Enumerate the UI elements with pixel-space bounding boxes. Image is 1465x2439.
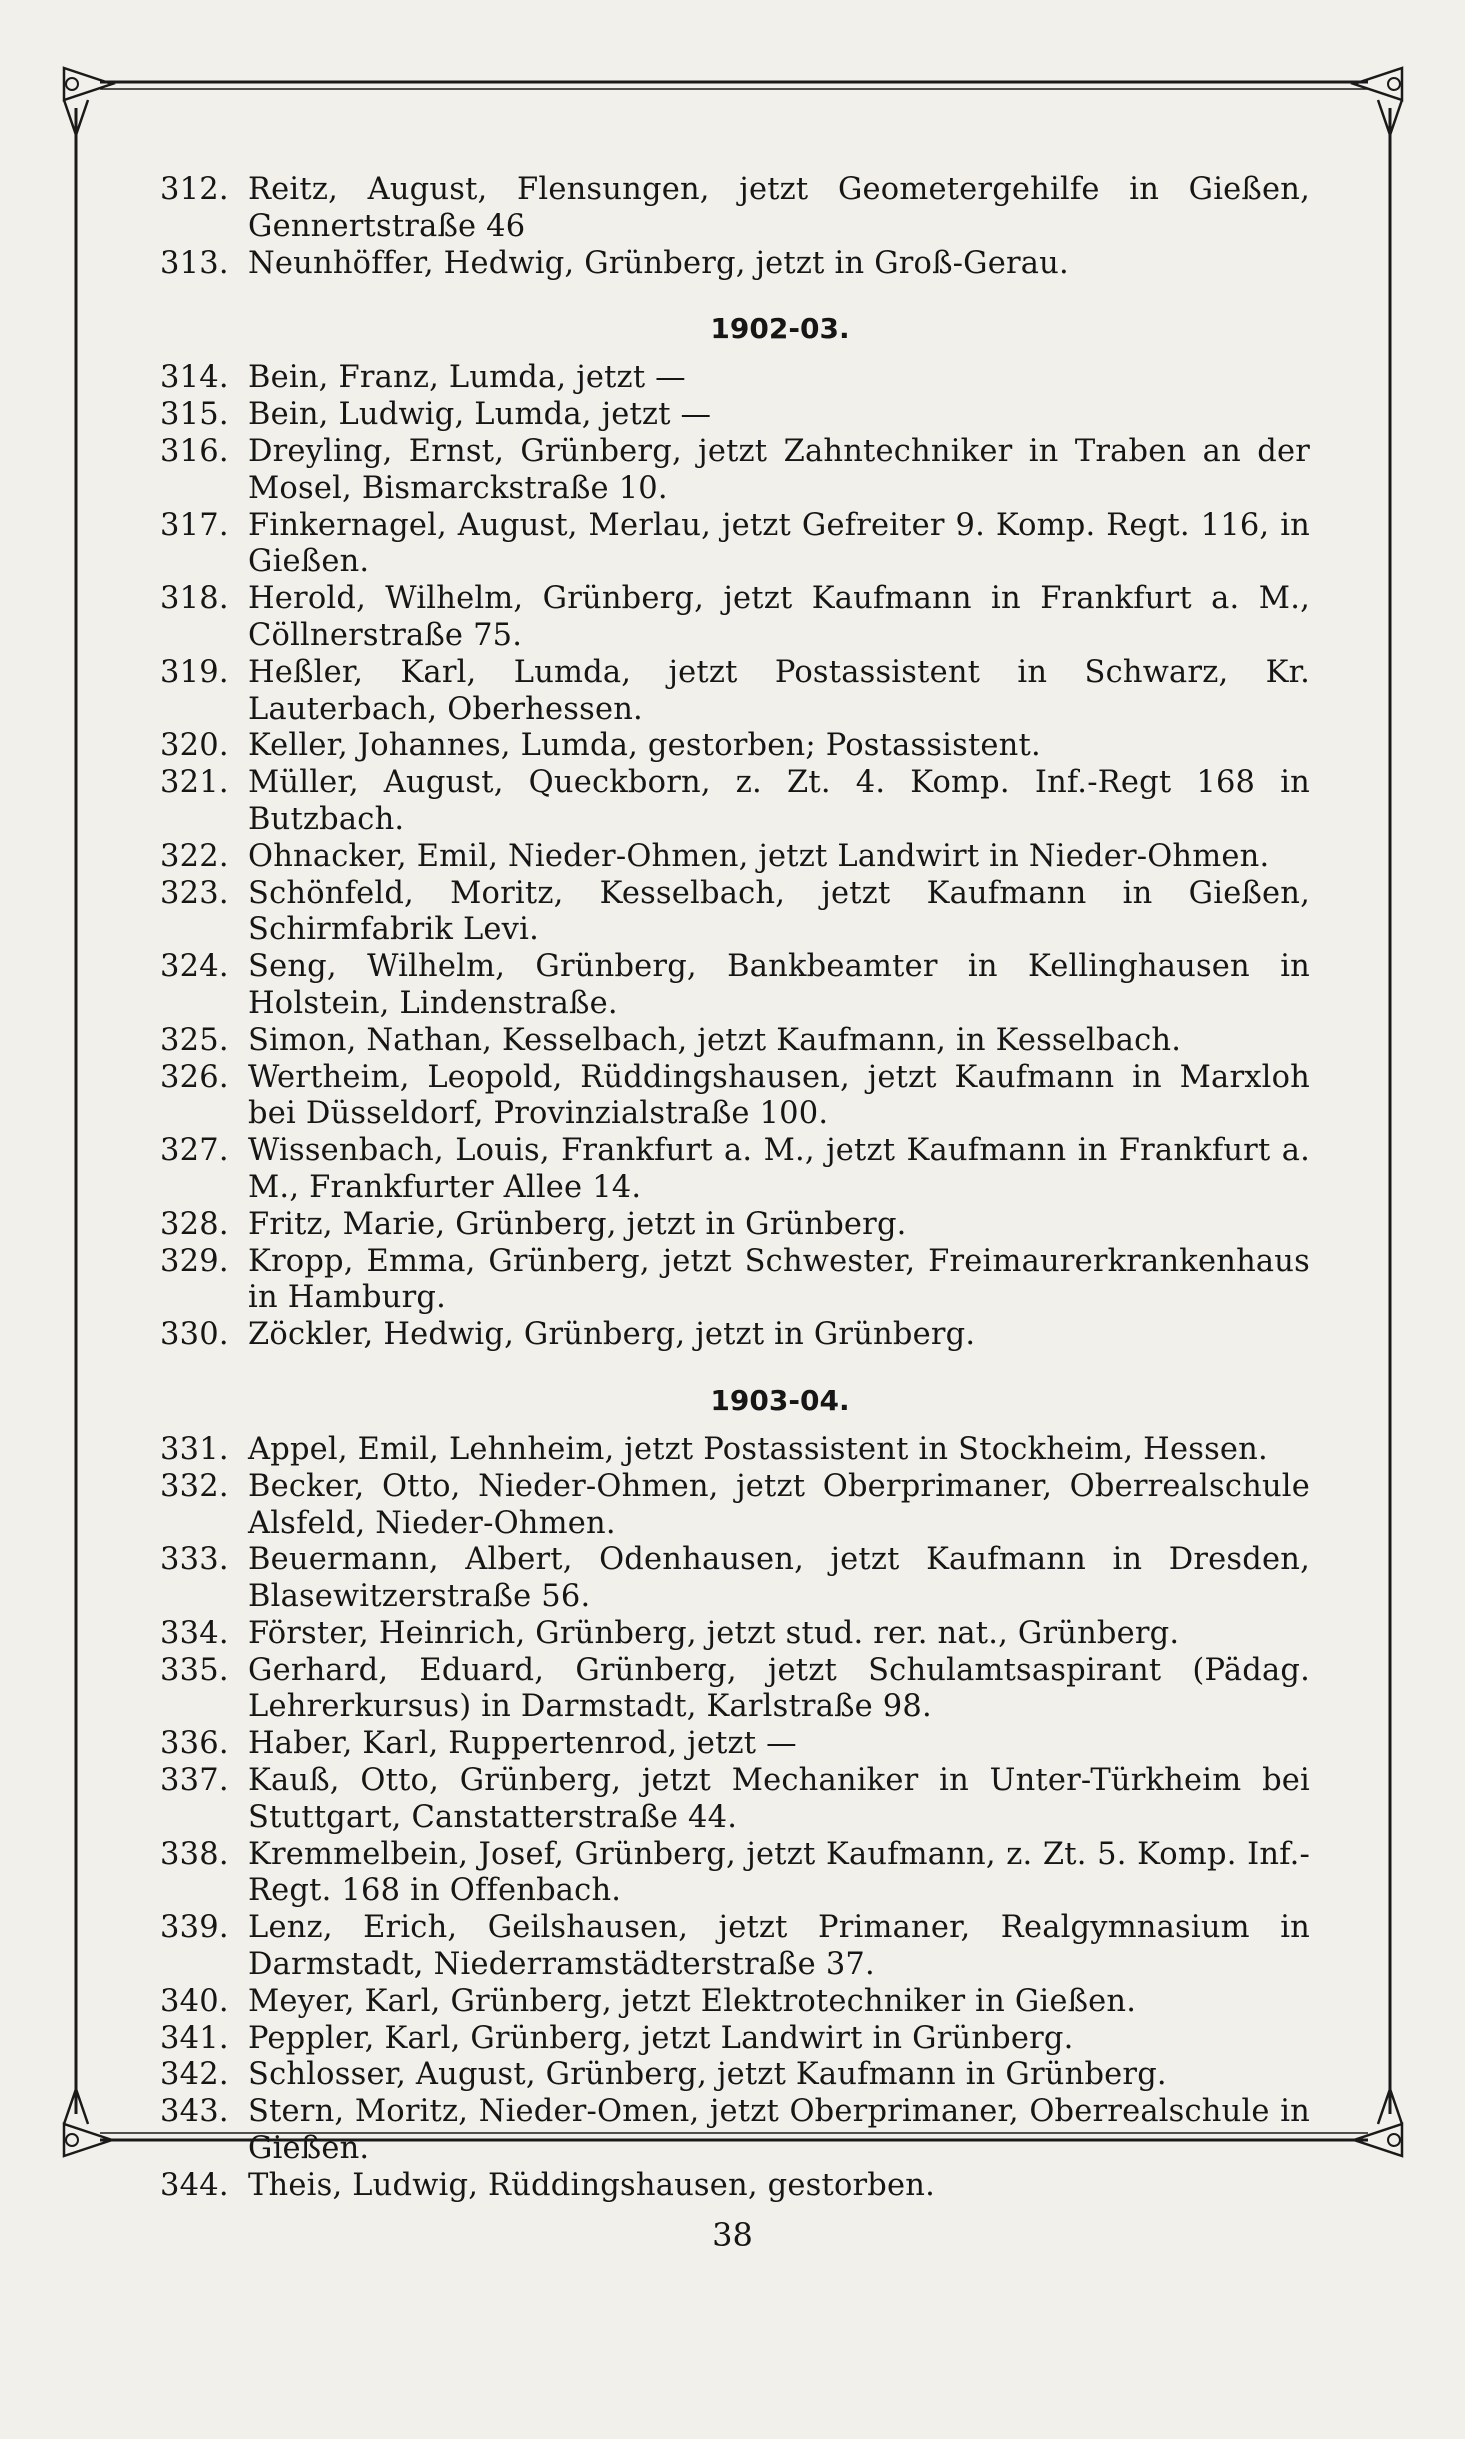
list-item [160, 1616, 1310, 1653]
list-item [160, 1763, 1310, 1837]
list-item [160, 949, 1310, 1023]
entry-text: Finkernagel, August, Merlau, jetzt Gefreiter 9. Komp. Regt. 116, in Gießen. [248, 507, 1310, 580]
list-item [160, 172, 1310, 246]
list-item [160, 1207, 1310, 1244]
list-item [160, 876, 1310, 950]
entry-text: Wertheim, Leopold, Rüddingshausen, jetzt Kaufmann in Marxloh bei Düsseldorf, Provinzialstraße 100. [248, 1059, 1310, 1132]
list-item [160, 360, 1310, 397]
entry-number: 331. [160, 1431, 229, 1467]
list-item [160, 1317, 1310, 1354]
entry-number: 340. [160, 1983, 229, 2019]
entry-number: 320. [160, 728, 229, 764]
entry-number: 324. [160, 949, 229, 985]
entry-number: 315. [160, 397, 229, 433]
entry-number: 339. [160, 1910, 229, 1946]
entry-number: 333. [160, 1542, 229, 1578]
entry-text: Haber, Karl, Ruppertenrod, jetzt — [248, 1726, 797, 1762]
list-item [160, 728, 1310, 765]
entry-text: Müller, August, Queckborn, z. Zt. 4. Komp. Inf.-Regt 168 in Butzbach. [248, 765, 1310, 837]
entry-number: 342. [160, 2057, 229, 2093]
list-item [160, 2094, 1310, 2168]
entry-number: 327. [160, 1133, 229, 1169]
page-number: 38 [712, 2216, 753, 2254]
entry-text: Bein, Franz, Lumda, jetzt — [248, 360, 686, 396]
entry-number: 312. [160, 172, 229, 207]
entry-text: Fritz, Marie, Grünberg, jetzt in Grünberg. [248, 1206, 907, 1242]
list-item [160, 1653, 1310, 1727]
entry-text: Kauß, Otto, Grünberg, jetzt Mechaniker in Unter-Türkheim bei Stuttgart, Canstatterstraße 44. [248, 1763, 1310, 1835]
entry-number: 332. [160, 1468, 229, 1504]
list-item [160, 2057, 1310, 2094]
list-item [160, 1910, 1310, 1984]
list-item [160, 1984, 1310, 2021]
entry-number: 316. [160, 433, 229, 469]
entry-text: Wissenbach, Louis, Frankfurt a. M., jetzt Kaufmann in Frankfurt a. M., Frankfurter Allee 14. [248, 1133, 1310, 1205]
list-item [160, 397, 1310, 434]
entry-number: 319. [160, 654, 229, 690]
entry-text: Schlosser, August, Grünberg, jetzt Kaufmann in Grünberg. [248, 2057, 1167, 2093]
entry-text: Schönfeld, Moritz, Kesselbach, jetzt Kaufmann in Gießen, Schirmfabrik Levi. [248, 875, 1310, 948]
entry-number: 338. [160, 1836, 229, 1872]
entry-text: Theis, Ludwig, Rüddingshausen, gestorben. [248, 2167, 936, 2203]
list-item [160, 1244, 1310, 1318]
entry-text: Zöckler, Hedwig, Grünberg, jetzt in Grünberg. [248, 1317, 976, 1353]
list-item [160, 1060, 1310, 1134]
alumni-list [160, 172, 1310, 2205]
entry-number: 329. [160, 1243, 229, 1279]
entry-number: 330. [160, 1317, 229, 1353]
entry-text: Seng, Wilhelm, Grünberg, Bankbeamter in Kellinghausen in Holstein, Lindenstraße. [248, 949, 1310, 1021]
list-item [160, 655, 1310, 729]
entry-text: Appel, Emil, Lehnheim, jetzt Postassistent in Stockheim, Hessen. [248, 1431, 1268, 1467]
list-item [160, 508, 1310, 582]
entry-text: Ohnacker, Emil, Nieder-Ohmen, jetzt Landwirt in Nieder-Ohmen. [248, 838, 1270, 874]
list-item [160, 1023, 1310, 1060]
list-item [160, 1432, 1310, 1469]
entry-number: 318. [160, 581, 229, 617]
year-heading: 1902-03. [710, 312, 850, 346]
list-item [160, 1469, 1310, 1543]
list-item [160, 2168, 1310, 2205]
entry-number: 337. [160, 1763, 229, 1799]
list-item [160, 246, 1310, 283]
entry-text: Stern, Moritz, Nieder-Omen, jetzt Oberprimaner, Oberrealschule in Gießen. [248, 2094, 1310, 2167]
year-heading: 1903-04. [710, 1383, 850, 1417]
entry-text: Lenz, Erich, Geilshausen, jetzt Primaner, Realgymnasium in Darmstadt, Niederramstädterstraße 37. [248, 1910, 1310, 1983]
entry-number: 341. [160, 2020, 229, 2056]
entry-text: Simon, Nathan, Kesselbach, jetzt Kaufmann, in Kesselbach. [248, 1022, 1182, 1058]
entry-text: Reitz, August, Flensungen, jetzt Geometergehilfe in Gießen, Gennertstraße 46 [248, 172, 1310, 244]
entry-text: Kropp, Emma, Grünberg, jetzt Schwester, Freimaurerkrankenhaus in Hamburg. [248, 1243, 1310, 1316]
entry-number: 322. [160, 838, 229, 874]
entry-number: 334. [160, 1615, 229, 1651]
entry-number: 317. [160, 507, 229, 543]
entry-number: 335. [160, 1652, 229, 1688]
list-item [160, 1542, 1310, 1616]
entry-number: 313. [160, 245, 229, 281]
list-item [160, 1133, 1310, 1207]
entry-text: Dreyling, Ernst, Grünberg, jetzt Zahntechniker in Traben an der Mosel, Bismarckstraße 10. [248, 433, 1310, 506]
entry-number: 344. [160, 2167, 229, 2203]
entry-text: Gerhard, Eduard, Grünberg, jetzt Schulamtsaspirant (Pädag. Lehrerkursus) in Darmstadt, Karlstraße 98. [248, 1652, 1310, 1725]
entry-number: 336. [160, 1726, 229, 1762]
entry-text: Kremmelbein, Josef, Grünberg, jetzt Kaufmann, z. Zt. 5. Komp. Inf.-Regt. 168 in Offenbach. [248, 1836, 1310, 1909]
entry-text: Neunhöffer, Hedwig, Grünberg, jetzt in Groß-Gerau. [248, 245, 1069, 281]
entry-number: 323. [160, 875, 229, 911]
entry-number: 314. [160, 360, 229, 396]
entry-text: Keller, Johannes, Lumda, gestorben; Postassistent. [248, 728, 1041, 764]
entry-text: Bein, Ludwig, Lumda, jetzt — [248, 397, 712, 433]
entry-number: 321. [160, 765, 229, 801]
entry-number: 343. [160, 2094, 229, 2130]
entry-number: 325. [160, 1022, 229, 1058]
entry-text: Beuermann, Albert, Odenhausen, jetzt Kaufmann in Dresden, Blasewitzerstraße 56. [248, 1542, 1310, 1615]
entry-text: Peppler, Karl, Grünberg, jetzt Landwirt in Grünberg. [248, 2020, 1074, 2056]
entry-text: Meyer, Karl, Grünberg, jetzt Elektrotechniker in Gießen. [248, 1983, 1137, 2019]
list-item [160, 1837, 1310, 1911]
entry-text: Förster, Heinrich, Grünberg, jetzt stud. rer. nat., Grünberg. [248, 1615, 1180, 1651]
entry-text: Heßler, Karl, Lumda, jetzt Postassistent in Schwarz, Kr. Lauterbach, Oberhessen. [248, 654, 1310, 727]
list-item [160, 1726, 1310, 1763]
list-item [160, 839, 1310, 876]
list-item [160, 581, 1310, 655]
list-item [160, 765, 1310, 839]
entry-number: 326. [160, 1059, 229, 1095]
entry-text: Becker, Otto, Nieder-Ohmen, jetzt Oberprimaner, Oberrealschule Alsfeld, Nieder-Ohmen. [248, 1468, 1310, 1541]
list-item [160, 2021, 1310, 2058]
entry-number: 328. [160, 1206, 229, 1242]
entry-text: Herold, Wilhelm, Grünberg, jetzt Kaufmann in Frankfurt a. M., Cöllnerstraße 75. [248, 581, 1310, 653]
list-item [160, 434, 1310, 508]
